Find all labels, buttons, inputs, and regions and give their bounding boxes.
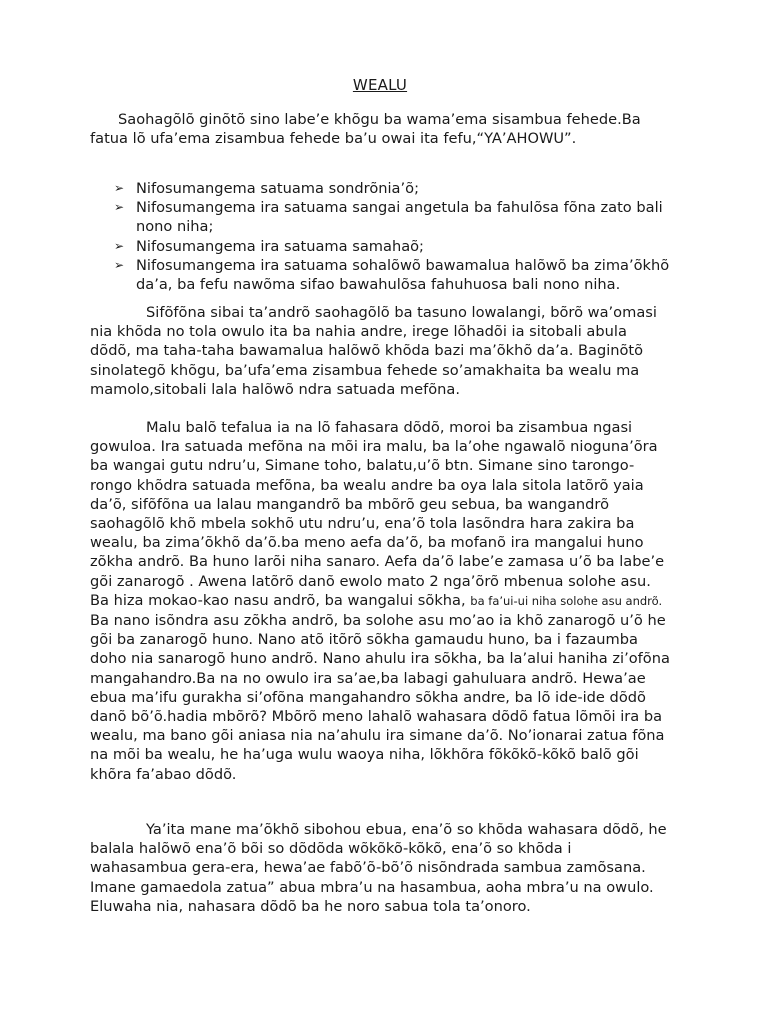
arrow-bullet-icon: ➢	[114, 200, 125, 215]
paragraph-3-text-b: Ba nano isõndra asu zõkha andrõ, ba solohe asu mo’ao ia khõ zanarogõ u’õ he gõi ba zanarogõ huno. Nano atõ itõrõ sõkha gamaudu huno, ba i fazaumba doho nia sanarogõ huno andrõ. Nano ahulu ira sõkha, ba la’alui haniha zi’ofõna mangahandro.Ba na no owulo ira sa’ae,ba labagi gahuluara andrõ. Hewa’ae ebua ma’ifu gurakha si’ofõna mangahandro sõkha andre, ba lõ ide-ide dõdõ danõ bõ’õ.hadia mbõrõ? Mbõrõ meno lahalõ wahasara dõdõ fatua lõmõi ira ba wealu, ma bano gõi aniasa nia na’ahulu ira simane da’õ. No’ionarai zatua fõna na mõi ba wealu, he ha’uga wulu waoya niha, lõkhõra fõkõkõ-kõkõ balõ gõi khõra fa’abao dõdõ.	[90, 612, 670, 783]
arrow-bullet-icon: ➢	[114, 257, 125, 272]
paragraph-2: Sifõfõna sibai ta’andrõ saohagõlõ ba tasuno lowalangi, bõrõ wa’omasi nia khõda no tola owulo ita ba nahia andre, irege lõhadõi ia sitobali abula dõdõ, ma taha-taha bawamalua halõwõ khõda bazi ma’õkhõ da’a. Baginõtõ sinolategõ khõgu, ba’ufa’ema zisambua fehede so’amakhaita ba wealu ma mamolo,sitobali lala halõwõ ndra satuada mefõna.	[90, 304, 657, 398]
paragraph-4: Ya’ita mane ma’õkhõ sibohou ebua, ena’õ so khõda wahasara dõdõ, he balala halõwõ ena’õ bõi so dõdõda wõkõkõ-kõkõ, ena’õ so khõda i wahasambua gera-era, hewa’ae fabõ’õ-bõ’õ nisõndrada sambua zamõsana. Imane gamaedola zatua” abua mbra’u na hasambua, aoha mbra’u na owulo. Eluwaha nia, nahasara dõdõ ba he noro sabua tola ta’onoro.	[90, 821, 667, 915]
bullet-item: ➢ Nifosumangema ira satuama samahaõ;	[114, 237, 424, 255]
arrow-bullet-icon: ➢	[114, 181, 125, 195]
bullet-item: ➢ Nifosumangema ira satuama sangai angetula ba fahulõsa fõna zato bali nono niha;	[114, 199, 663, 236]
document-title: WEALU	[352, 76, 408, 94]
paragraph-3	[90, 418, 670, 784]
bullet-item: ➢ Nifosumangema ira satuama sohalõwõ bawamalua halõwõ ba zima’õkhõ da’a, ba fefu nawõma sifao bawahulõsa fahuhuosa bali nono niha.	[114, 256, 670, 294]
bullet-list	[90, 179, 670, 294]
bullet-item: ➢ Nifosumangema satuama sondrõnia’õ;	[114, 180, 419, 197]
arrow-bullet-icon: ➢	[114, 238, 125, 253]
paragraph-3-text-a: Malu balõ tefalua ia na lõ fahasara dõdõ, moroi ba zisambua ngasi gowuloa. Ira satuada mefõna na mõi ira malu, ba la’ohe ngawalõ nioguna’õra ba wangai gutu ndru’u, Simane toho, balatu,u’õ btn. Simane sino tarongo-rongo khõdra satuada mefõna, ba wealu andre ba oya lala sitola latõrõ yaia da’õ, sifõfõna ua lalau mangandrõ ba mbõrõ geu sebua, ba wangandrõ saohagõlõ khõ mbela sokhõ utu ndru’u, ena’õ tola lasõndra hara zakira ba wealu, ba zima’õkhõ da’õ.ba meno aefa da’õ, ba mofanõ ira mangalui huno zõkha andrõ. Ba huno larõi niha sanaro. Aefa da’õ labe’e zamasa u’õ ba labe’e gõi zanarogõ . Awena latõrõ danõ ewolo mato 2 nga’õrõ mbenua solohe asu. Ba hiza mokao-kao nasu andrõ, ba wangalui sõkha,	[90, 419, 665, 609]
paragraph-3-small-text: ba fa’ui-ui niha solohe asu andrõ.	[470, 593, 663, 608]
intro-paragraph: Saohagõlõ ginõtõ sino labe’e khõgu ba wama’ema sisambua fehede.Ba fatua lõ ufa’ema zisambua fehede ba’u owai ita fefu,“YA’AHOWU”.	[90, 111, 641, 148]
